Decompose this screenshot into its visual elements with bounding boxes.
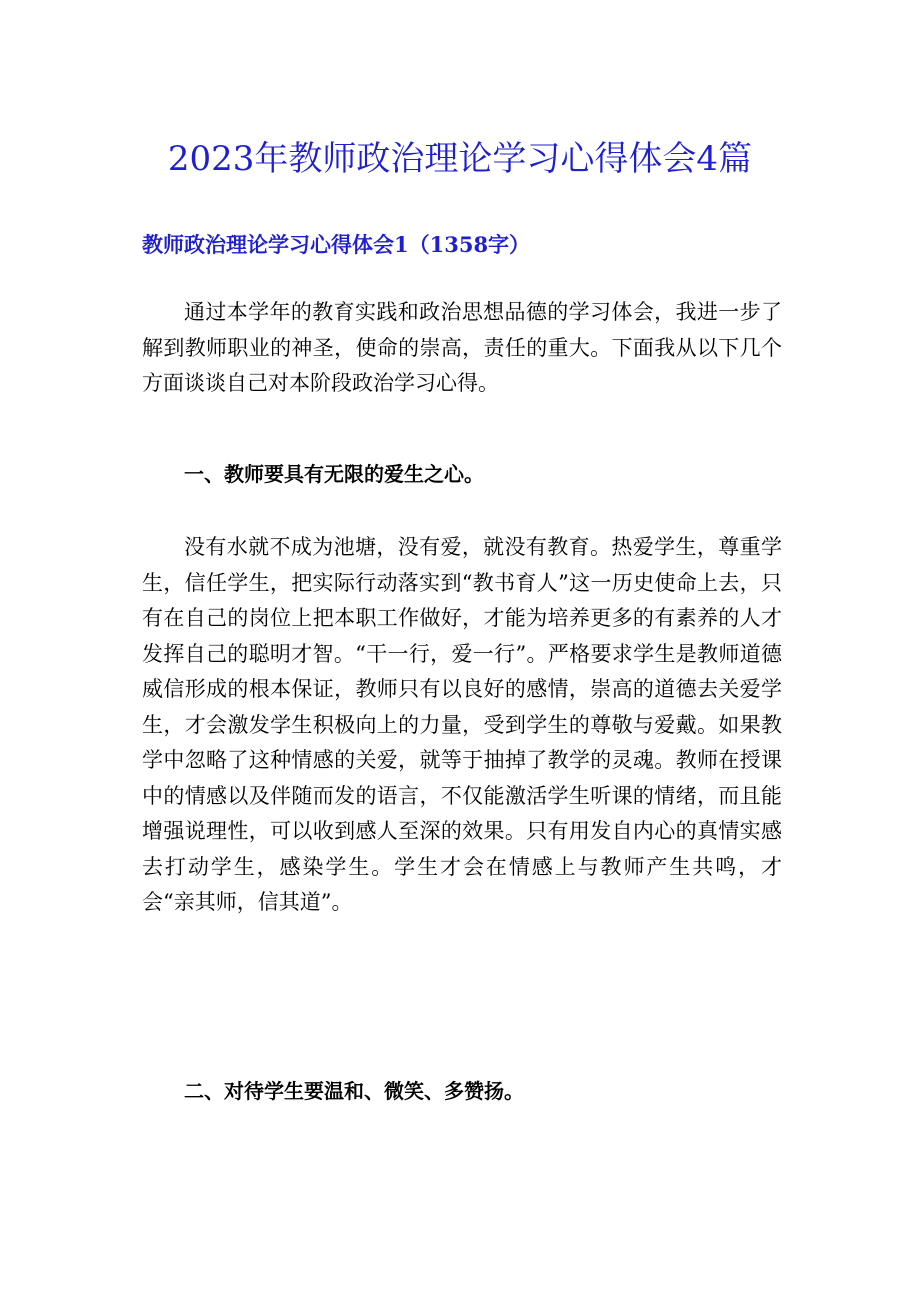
heading-gentle-smile-praise: 二、对待学生要温和、微笑、多赞扬。 [184, 1079, 524, 1103]
body-paragraph: 没有水就不成为池塘，没有爱，就没有教育。热爱学生，尊重学生，信任学生，把实际行动落实到“教书育人”这一历史使命上去，只有在自己的岗位上把本职工作做好，才能为培养更多的有素养的人才发挥自己的聪明才智。“干一行，爱一行”。严格要求学生是教师道德威信形成的根本保证，教师只有以良好的感情，崇高的道德去关爱学生，才会激发学生积极向上的力量，受到学生的尊敬与爱戴。如果教学中忽略了这种情感的关爱，就等于抽掉了教学的灵魂。教师在授课中的情感以及伴随而发的语言，不仅能激活学生听课的情绪，而且能增强说理性，可以收到感人至深的效果。只有用发自内心的真情实感去打动学生，感染学生。学生才会在情感上与教师产生共鸣，才会“亲其师，信其道”。 [142, 535, 782, 914]
heading-love-students: 一、教师要具有无限的爱生之心。 [184, 462, 484, 486]
intro-paragraph: 通过本学年的教育实践和政治思想品德的学习体会，我进一步了解到教师职业的神圣，使命的崇高，责任的重大。下面我从以下几个方面谈谈自己对本阶段政治学习心得。 [142, 300, 782, 395]
document-title: 2023年教师政治理论学习心得体会4篇 [167, 139, 753, 179]
section-title: 教师政治理论学习心得体会1（1358字） [142, 232, 531, 257]
